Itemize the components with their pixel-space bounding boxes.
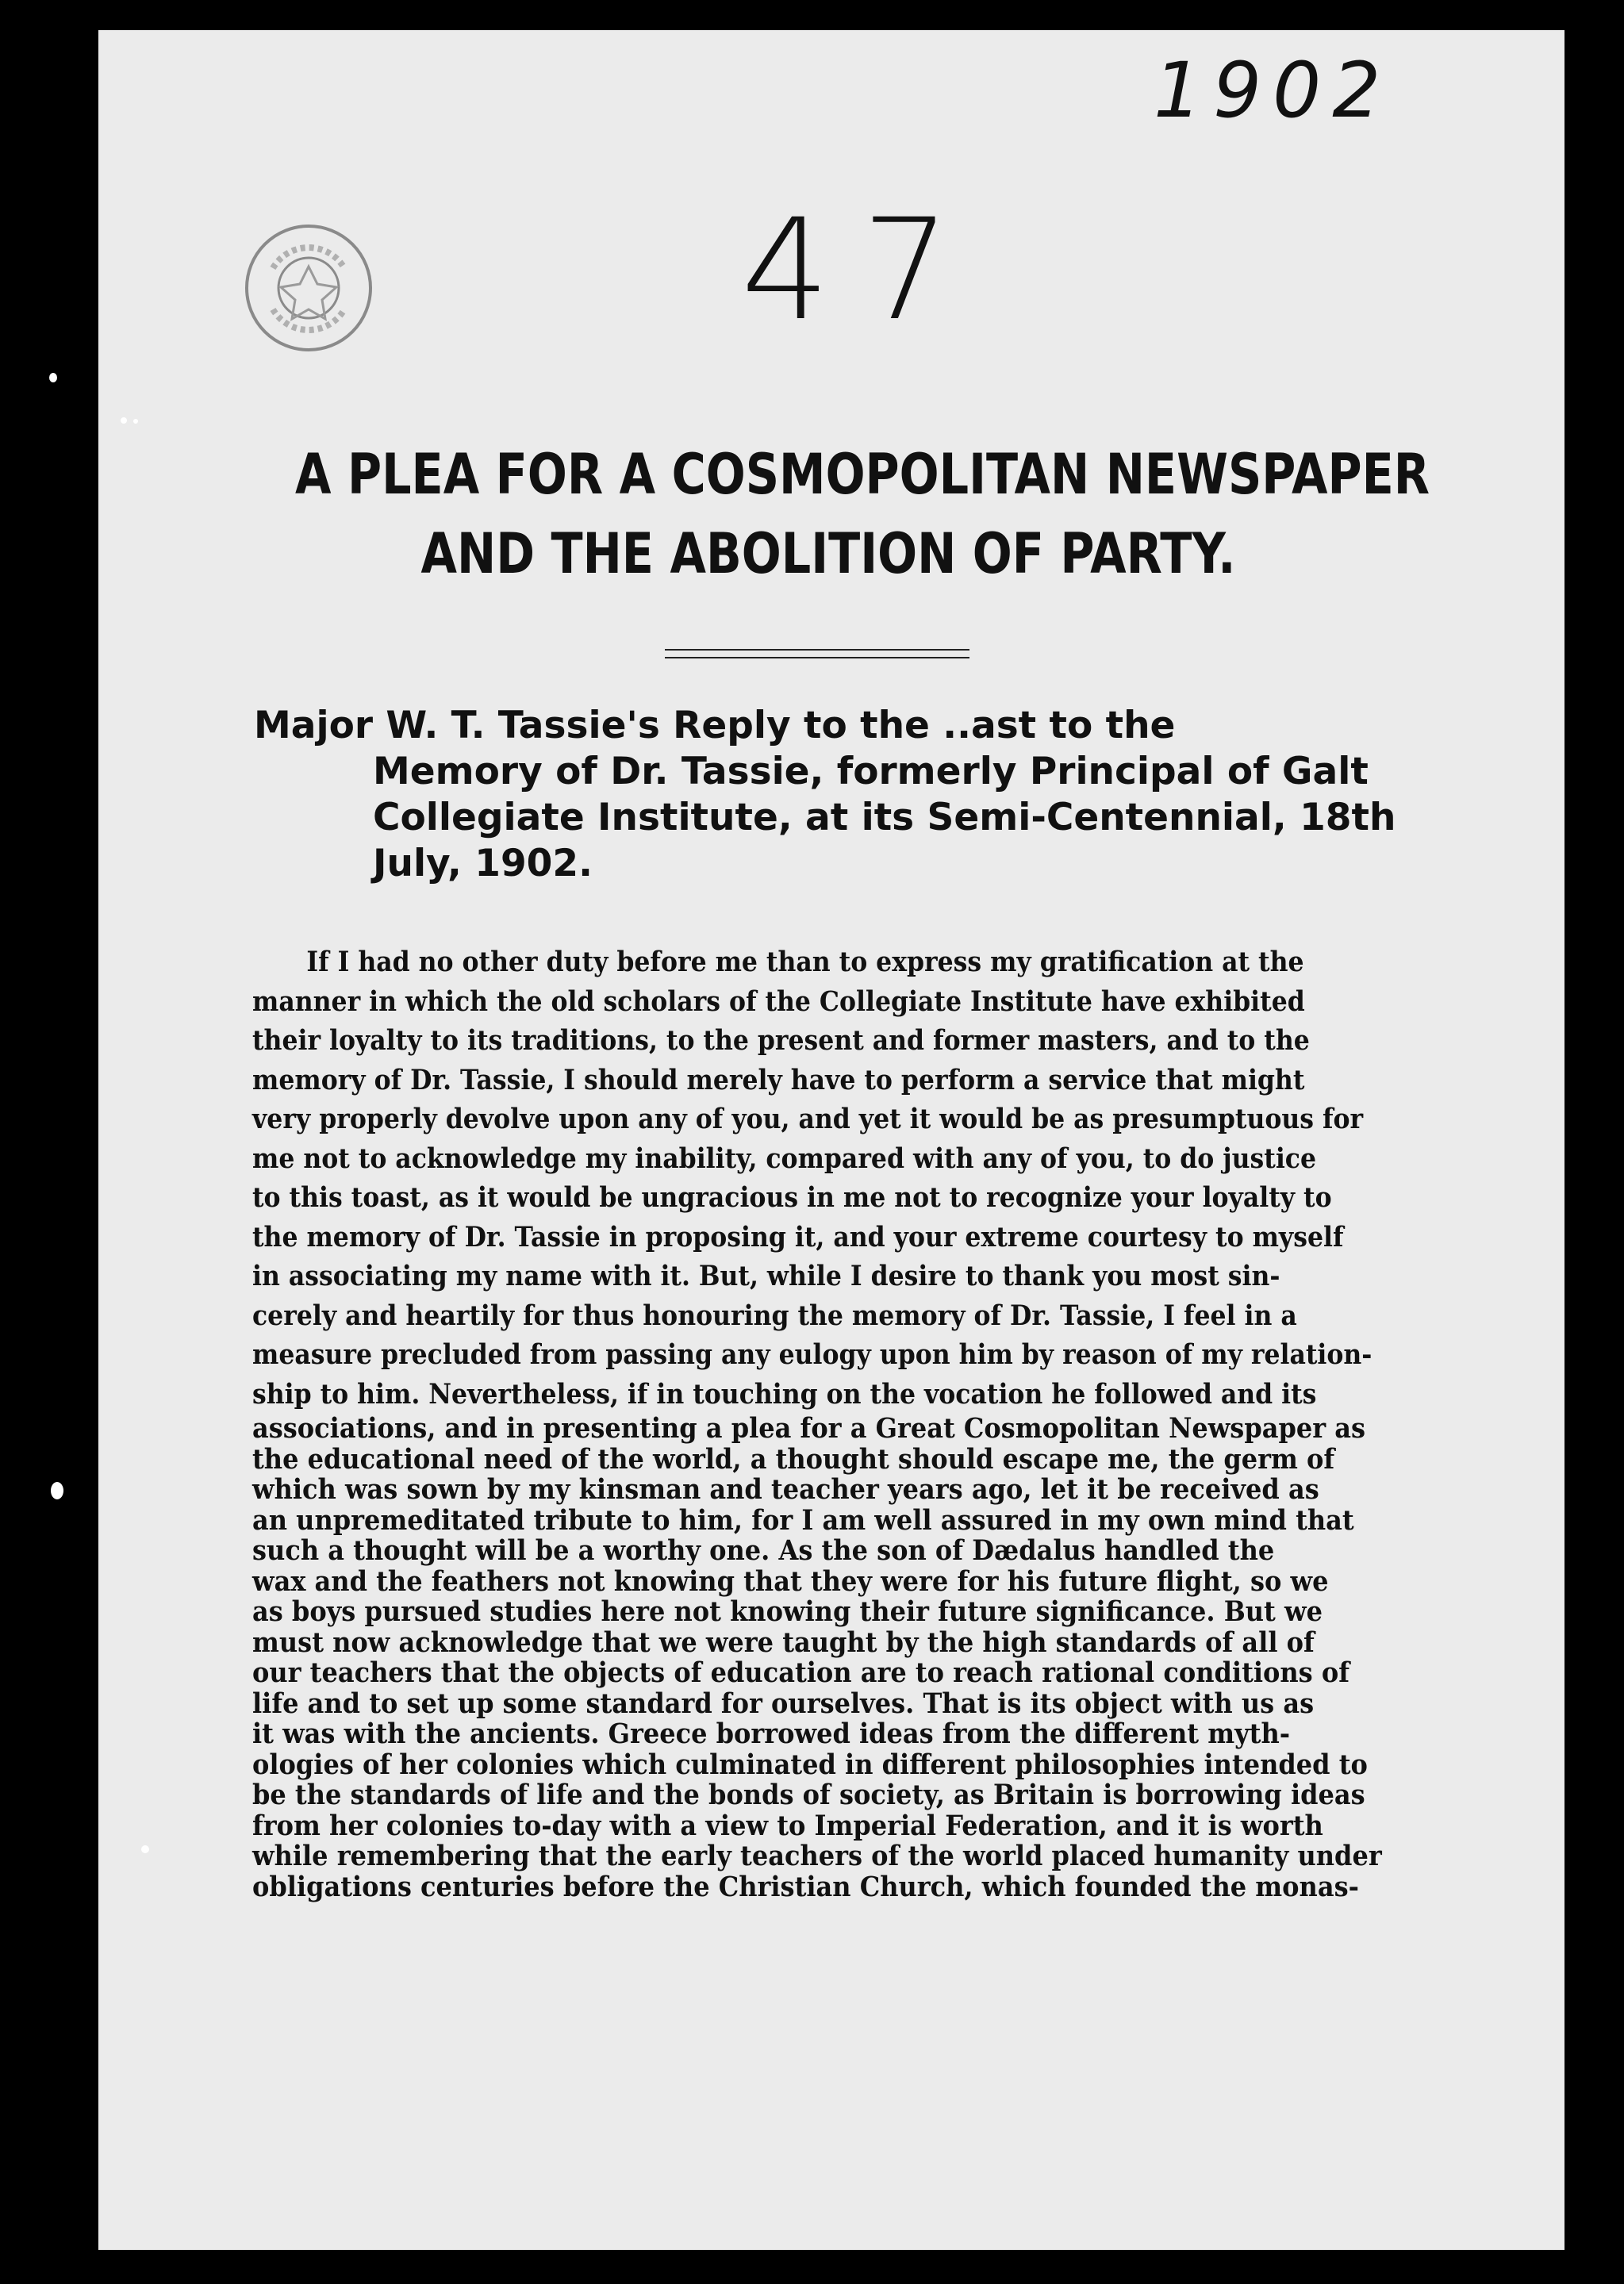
scan-speck (133, 419, 138, 424)
body-line: life and to set up some standard for ourselves. That is its object with us as (252, 1687, 1315, 1720)
body-line: be the standards of life and the bonds of society, as Britain is borrowing ideas (252, 1779, 1365, 1811)
scan-speck (49, 373, 57, 382)
body-line: ship to him. Nevertheless, if in touching on the vocation he followed and its (252, 1377, 1317, 1411)
body-line: while remembering that the early teachers of the world placed humanity under (252, 1840, 1382, 1872)
body-line: associations, and in presenting a plea for a Great Cosmopolitan Newspaper as (252, 1412, 1366, 1445)
body-line: If I had no other duty before me than to express my gratification at the (306, 946, 1304, 978)
title-divider (665, 649, 969, 658)
body-line: as boys pursued studies here not knowing their future significance. But we (252, 1595, 1323, 1628)
scan-speck (51, 1482, 63, 1499)
body-line: ologies of her colonies which culminated in different philosophies intended to (252, 1748, 1368, 1781)
body-line: from her colonies to-day with a view to Imperial Federation, and it is worth (252, 1809, 1323, 1842)
body-line: to this toast, as it would be ungracious in me not to recognize your loyalty to (252, 1181, 1332, 1214)
body-line: such a thought will be a worthy one. As the son of Dædalus handled the (252, 1534, 1275, 1567)
document-subtitle (254, 703, 1492, 887)
body-line: which was sown by my kinsman and teacher years ago, let it be received as (252, 1473, 1319, 1506)
body-line: cerely and heartily for thus honouring the memory of Dr. Tassie, I feel in a (252, 1299, 1297, 1332)
body-line: the memory of Dr. Tassie in proposing it, and your extreme courtesy to myself (252, 1220, 1344, 1253)
body-line: memory of Dr. Tassie, I should merely have to perform a service that might (252, 1063, 1305, 1096)
subtitle-line: July, 1902. (373, 842, 593, 885)
scan-speck (121, 417, 127, 424)
body-line: very properly devolve upon any of you, and yet it would be as presumptuous for (252, 1103, 1364, 1135)
handwritten-year: 1902 (1154, 46, 1392, 135)
body-line: must now acknowledge that we were taught by the high standards of all of (252, 1626, 1315, 1659)
body-paragraph (252, 942, 1490, 1902)
handwritten-page-number: 47 (741, 189, 982, 351)
document-page (98, 30, 1564, 2250)
title-line: A PLEA FOR A COSMOPOLITAN NEWSPAPER (295, 442, 1430, 507)
title-line: AND THE ABOLITION OF PARTY. (420, 521, 1236, 586)
body-line: their loyalty to its traditions, to the present and former masters, and to the (252, 1024, 1310, 1057)
body-line: it was with the ancients. Greece borrowed ideas from the different myth- (252, 1718, 1291, 1750)
body-line: an unpremeditated tribute to him, for I am well assured in my own mind that (252, 1503, 1354, 1537)
body-line: measure precluded from passing any eulogy upon him by reason of my relation- (252, 1338, 1373, 1371)
subtitle-line: Major W. T. Tassie's Reply to the ..ast to the (254, 704, 1176, 747)
body-line: obligations centuries before the Christian Church, which founded the monas- (252, 1870, 1359, 1903)
subtitle-line: Memory of Dr. Tassie, formerly Principal of Galt (373, 750, 1369, 793)
body-line: me not to acknowledge my inability, compared with any of you, to do justice (252, 1142, 1317, 1175)
body-line: manner in which the old scholars of the Collegiate Institute have exhibited (252, 985, 1305, 1018)
document-title (295, 435, 1430, 593)
subtitle-line: Collegiate Institute, at its Semi-Centennial, 18th (373, 796, 1396, 839)
archive-stamp-icon (241, 221, 376, 355)
body-line: in associating my name with it. But, while I desire to thank you most sin- (252, 1260, 1280, 1292)
body-line: wax and the feathers not knowing that they were for his future flight, so we (252, 1564, 1329, 1598)
body-line: our teachers that the objects of education are to reach rational conditions of (252, 1656, 1349, 1689)
body-line: the educational need of the world, a thought should escape me, the germ of (252, 1442, 1335, 1476)
scan-speck (141, 1845, 149, 1853)
